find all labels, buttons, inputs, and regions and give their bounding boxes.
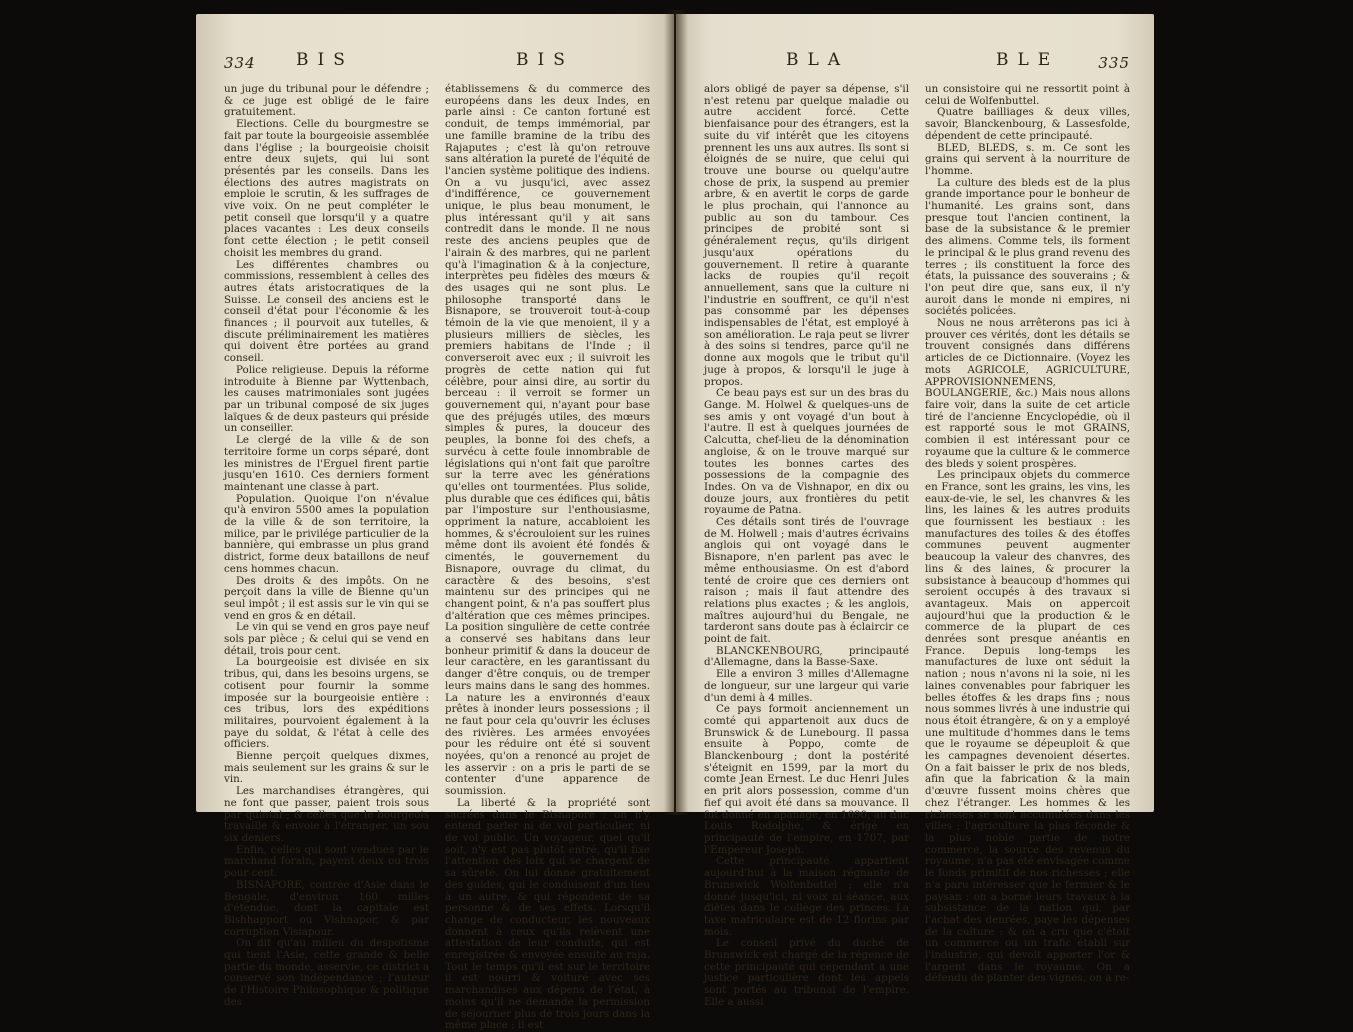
paragraph: Elections. Celle du bourgmestre se fait par toute la bourgeoisie assemblée dans l'église ; la bourgeoisie choisit entre deux sujets, qui lui sont présentés par les conseils. Dans les élections des autres magistrats on emploie le scrutin, & les suffrages de vive voix. On ne peut compléter le petit conseil que lorsqu'il y a quatre places vacantes : Les deux conseils font cette élection ; le petit conseil choisit les membres du grand. — [224, 118, 429, 259]
right-page-columns — [704, 83, 1130, 1008]
paragraph: Le vin qui se vend en gros paye neuf sols par pièce ; & celui qui se vend en détail, trois pour cent. — [224, 621, 429, 657]
paragraph: Ce pays formoit anciennement un comté qui appartenoit aux ducs de Brunswick & de Lunebourg. Il passa ensuite à Poppo, comte de Blanckenbourg ; dont la postérité s'éteignit en 1599, par la mort du comte Jean Ernest. Le duc Henri Jules en prit alors possession, comme d'un fief qui avoit été dans sa mouvance. Il fut donné en apanage, en 1690, au duc Louis Rodolphe, & érigé en principauté de l'empire, en 1707, par l'Empereur Joseph. — [704, 703, 909, 856]
paragraph: Elle a environ 3 milles d'Allemagne de longueur, sur une largeur qui varie d'un demi à 4 milles. — [704, 668, 909, 704]
paragraph: Nous ne nous arrêterons pas ici à prouver ces vérités, dont les détails se trouvent consignés dans différens articles de ce Dictionnaire. (Voyez les mots AGRICOLE, AGRICULTURE, APPROVISIONNEMENS, BOULANGERIE, &c.) Mais nous allons faire voir, dans la suite de cet article tiré de l'ancienne Encyclopédie, où il est rapporté sous le mot GRAINS, combien il est intéressant pour ce royaume que la culture & le commerce des bleds y soient prospères. — [925, 317, 1130, 470]
paragraph: Bienne perçoit quelques dixmes, mais seulement sur les grains & sur le vin. — [224, 750, 429, 786]
paragraph: On dit qu'au milieu du despotisme qui tient l'Asie, cette grande & belle partie du monde, asservie, ce district a conservé son indépendance ; l'auteur de l'Histoire Philosophique & politique des — [224, 937, 429, 1008]
left-column-2 — [445, 83, 650, 1032]
paragraph: Enfin, celles qui sont vendues par le marchand forain, payent deux ou trois pour cent. — [224, 843, 429, 880]
right-page — [676, 14, 1154, 1008]
right-running-head-1: BLA — [786, 50, 850, 70]
right-page-number: 335 — [1098, 54, 1130, 72]
right-column-1 — [704, 83, 909, 1008]
left-column-1 — [224, 83, 429, 1008]
paragraph: établissemens & du commerce des européens dans les deux Indes, en parle ainsi : Ce canton fortuné est conduit, de temps immémorial, par une famille bramine de la tribu des Rajaputes ; c'est là qu'on retrouve sans altération la pureté de l'équité de l'ancien système politique des indiens. On a vu jusqu'ici, avec assez d'indifférence, ce gouvernement unique, le plus beau monument, le plus intéressant qu'il y ait sans contredit dans le monde. Il ne nous reste des anciens peuples que de l'airain & des marbres, qui ne parlent qu'à l'imagination & à la conjecture, interprètes peu fidèles des mœurs & des usages qui ne sont plus. Le philosophe transporté dans le Bisnapore, se trouveroit tout-à-coup témoin de la vie que menoient, il y a plusieurs milliers de siècles, les premiers habitans de l'Inde ; il converseroit avec eux ; il suivroit les progrès de cette nation qui fut célèbre, pour ainsi dire, au sortir du berceau : il verroit se former un gouvernement qui, n'ayant pour base que des préjugés utiles, des mœurs simples & pures, la douceur des peuples, la bonne foi des chefs, a survécu à cette foule innombrable de législations qui n'ont fait que paroître sur la terre avec les générations qu'elles ont tourmentées. Plus solide, plus durable que ces édifices qui, bâtis par l'imposture sur l'enthousiasme, oppriment la nature, accabloient les hommes, & s'écrouloient sur les ruines même dont ils avoient été fondés & cimentés, le gouvernement du Bisnapore, ouvrage du climat, du caractère & des besoins, s'est maintenu sur des principes qui ne changent point, & n'a pas souffert plus d'altération que ces mêmes principes. La position singulière de cette contrée a conservé ses habitans dans leur bonheur primitif & dans la douceur de leur caractère, en les garantissant du danger d'être conquis, ou de tremper leurs mains dans le sang des hommes. La nature les a environnés d'eaux prêtes à inonder leurs possessions ; il ne faut pour cela qu'ouvrir les écluses des rivières. Les armées envoyées pour les réduire ont été si souvent noyées, qu'on a renoncé au projet de les asservir : on a pris le parti de se contenter d'une apparence de soumission. — [445, 83, 650, 798]
paragraph: Police religieuse. Depuis la réforme introduite à Bienne par Wyttenbach, les causes matrimoniales sont jugées par un tribunal composé de six juges laïques & de deux pasteurs qui préside un conseiller. — [224, 363, 429, 435]
left-running-head-2: BIS — [516, 50, 574, 70]
paragraph: un juge du tribunal pour le défendre ; & ce juge est obligé de le faire gratuitement. — [224, 83, 429, 119]
paragraph: Les différentes chambres ou commissions, ressemblent à celles des autres états aristocratiques de la Suisse. Le conseil des anciens est le conseil d'état pour l'économie & les finances ; il pourvoit aux tutelles, & discute préliminairement les matières qui doivent être portées au grand conseil. — [224, 258, 429, 365]
paragraph: Le clergé de la ville & de son territoire forme un corps séparé, dont les ministres de l'Erguel firent partie jusqu'en 1610. Ces derniers forment maintenant une classe à part. — [224, 434, 429, 493]
paragraph: un consistoire qui ne ressortit point à celui de Wolfenbuttel. — [925, 83, 1130, 107]
paragraph: Des droits & des impôts. On ne perçoit dans la ville de Bienne qu'un seul impôt ; il est assis sur le vin qui se vend en gros & en détail. — [224, 574, 429, 622]
paragraph: Population. Quoique l'on n'évalue qu'à environ 5500 ames la population de la ville & de son territoire, la milice, par le privilége particulier de la bannière, qui embrasse un plus grand district, forme deux bataillons de neuf cens hommes chacun. — [224, 492, 429, 575]
paragraph: Ces détails sont tirés de l'ouvrage de M. Holwell ; mais d'autres écrivains anglois qui ont voyagé dans le Bisnapore, n'en parlent pas avec le même enthousiasme. On est d'abord tenté de croire que ces derniers ont raison ; mais il faut attendre des relations plus exactes ; & les anglois, maîtres aujourd'hui du Bengale, ne tarderont sans doute pas à éclaircir ce point de fait. — [704, 516, 909, 646]
paragraph: BLANCKENBOURG, principauté d'Allemagne, dans la Basse-Saxe. — [704, 644, 909, 669]
paragraph: La culture des bleds est de la plus grande importance pour le bonheur de l'humanité. Les grains sont, dans presque tout l'ancien continent, la base de la subsistance & le premier des alimens. Comme tels, ils forment le principal & le plus grand revenu des terres ; ils constituent la force des états, la puissance des souverains ; & l'on peut dire que, sans eux, il n'y auroit dans le monde ni empires, ni sociétés policées. — [925, 176, 1130, 318]
right-running-head-2: BLE — [996, 50, 1060, 70]
right-column-2 — [925, 83, 1130, 985]
paragraph: BLED, BLEDS, s. m. Ce sont les grains qui servent à la nourriture de l'homme. — [925, 141, 1130, 177]
paragraph: La bourgeoisie est divisée en six tribus, qui, dans les besoins urgens, se cotisent pour fournir la somme imposée sur la bourgeoisie entière : ces tribus, lors des expéditions militaires, pourvoient également à la paye du soldat, & l'état à celle des officiers. — [224, 656, 429, 751]
paragraph: Cette principauté appartient aujourd'hui à la maison régnante de Brunswick Wolfenbuttel ; elle n'a donné jusqu'ici, ni voix ni séance, aux diètes dans le collège des princes. La taxe matriculaire est de 12 florins par mois. — [704, 855, 909, 938]
paragraph: La liberté & la propriété sont sacrées dans le Bisnapore : on n'y entend parler ni de vol particulier, ni de vol public. Un voyageur, quel qu'il soit, n'y est pas plutôt entré, qu'il fixe l'attention des loix qui se chargent de sa sûreté. On lui donne gratuitement des guides, qui le conduisent d'un lieu à un autre, & qui répondent de sa personne & de ses effets. Lorsqu'il change de conducteur, les nouveaux donnent à ceux qu'ils relèvent une attestation de leur conduite, qui est enregistrée & envoyée ensuite au raja. Tout le temps qu'il est sur le territoire il est nourri & voituré avec ses marchandises aux dépens de l'état, à moins qu'il ne demande la permission de séjourner plus de trois jours dans la même place ; il est — [445, 796, 650, 1032]
book-gutter — [664, 10, 688, 815]
paragraph: Les principaux objets du commerce en France, sont les grains, les vins, les eaux-de-vie, le sel, les chanvres & les lins, les laines & les autres produits que fournissent les bestiaux : les manufactures des toiles & des étoffes communes peuvent augmenter beaucoup la valeur des chanvres, des lins & des laines, & procurer la subsistance à beaucoup d'hommes qui seroient occupés à des travaux si avantageux. Mais on appercoit aujourd'hui que la production & le commerce de la plupart de ces denrées sont presque anéantis en France. Depuis long-temps les manufactures de luxe ont séduit la nation ; nous n'avons ni la soie, ni les laines convenables pour fabriquer les belles étoffes & les draps fins ; nous nous sommes livrés à une industrie qui nous étoit étrangère, & on y a employé une multitude d'hommes dans le tems que le royaume se dépeuploit & que les campagnes devenoient désertes. On a fait baisser le prix de nos bleds, afin que la fabrication & la main d'œuvre fussent moins chères que chez l'étranger. Les hommes & les richesses se sont accumulées dans les villes ; l'agriculture la plus féconde & la plus noble partie de notre commerce, la source des revenus du royaume, n'a pas été envisagée comme le fonds primitif de nos richesses ; elle n'a paru intéresser que le fermier & le paysan : on a borné leurs travaux à la subsistance de la nation qui, par l'achat des denrées, paye les dépenses de la culture : & on a cru que c'étoit un commerce ou un trafic établi sur l'industrie, qui devoit apporter l'or & l'argent dans le royaume. On a défendu de planter des vignes, on a re- — [925, 469, 1130, 985]
paragraph: BISNAPORE, contrée d'Asie dans le Bengale, d'environ 160 milles d'étendue, dont la capitale est Bishhapport ou Vishnapor, & par corruption Visiapour. — [224, 878, 429, 938]
left-page-number: 334 — [224, 54, 256, 72]
left-page-columns — [224, 83, 650, 1032]
paragraph: Quatre bailliages & deux villes, savoir, Blanckenbourg, & Lassesfolde, dépendent de cette principauté. — [925, 106, 1130, 142]
paragraph: Les marchandises étrangères, qui ne font que passer, paient trois sous par quintal ; & celles que le bourgeois travaille & envoie à l'étranger, un sou six deniers. — [224, 785, 429, 844]
paragraph: Le conseil privé du duché de Brunswick est chargé de la régence de cette principauté qui cependant a une justice particulière dont les appels sont portés au tribunal de l'empire. Elle a aussi — [704, 937, 909, 1008]
paragraph: alors obligé de payer sa dépense, s'il n'est retenu par quelque maladie ou autre accident forcé. Cette bienfaisance pour des étrangers, est la suite du vif intérêt que les citoyens prennent les uns aux autres. Ils sont si éloignés de se nuire, que celui qui trouve une bourse ou quelqu'autre chose de prix, la suspend au premier arbre, & en avertit le corps de garde le plus prochain, qui l'annonce au public au son du tambour. Ces principes de probité sont si généralement reçus, qu'ils dirigent jusqu'aux opérations du gouvernement. Il retire à quarante lacks de roupies qu'il reçoit annuellement, sans que la culture ni l'industrie en souffrent, ce qu'il n'est pas consommé par les dépenses indispensables de l'état, est employé à son amélioration. Le raja peut se livrer à des soins si tendres, parce qu'il ne donne aux mogols que le tribut qu'il juge à propos, & lorsqu'il le juge à propos. — [704, 83, 909, 388]
left-page — [196, 14, 674, 1032]
paragraph: Ce beau pays est sur un des bras du Gange. M. Holwel & quelques-uns de ses amis y ont voyagé d'un bout à l'autre. Il est à quelques journées de Calcutta, chef-lieu de la dénomination angloise, & on le trouve marqué sur toutes les bonnes cartes des possessions de la compagnie des Indes. On va de Vishnapor, en dix ou douze jours, aux frontières du petit royaume de Patna. — [704, 387, 909, 517]
left-running-head-1: BIS — [296, 50, 354, 70]
